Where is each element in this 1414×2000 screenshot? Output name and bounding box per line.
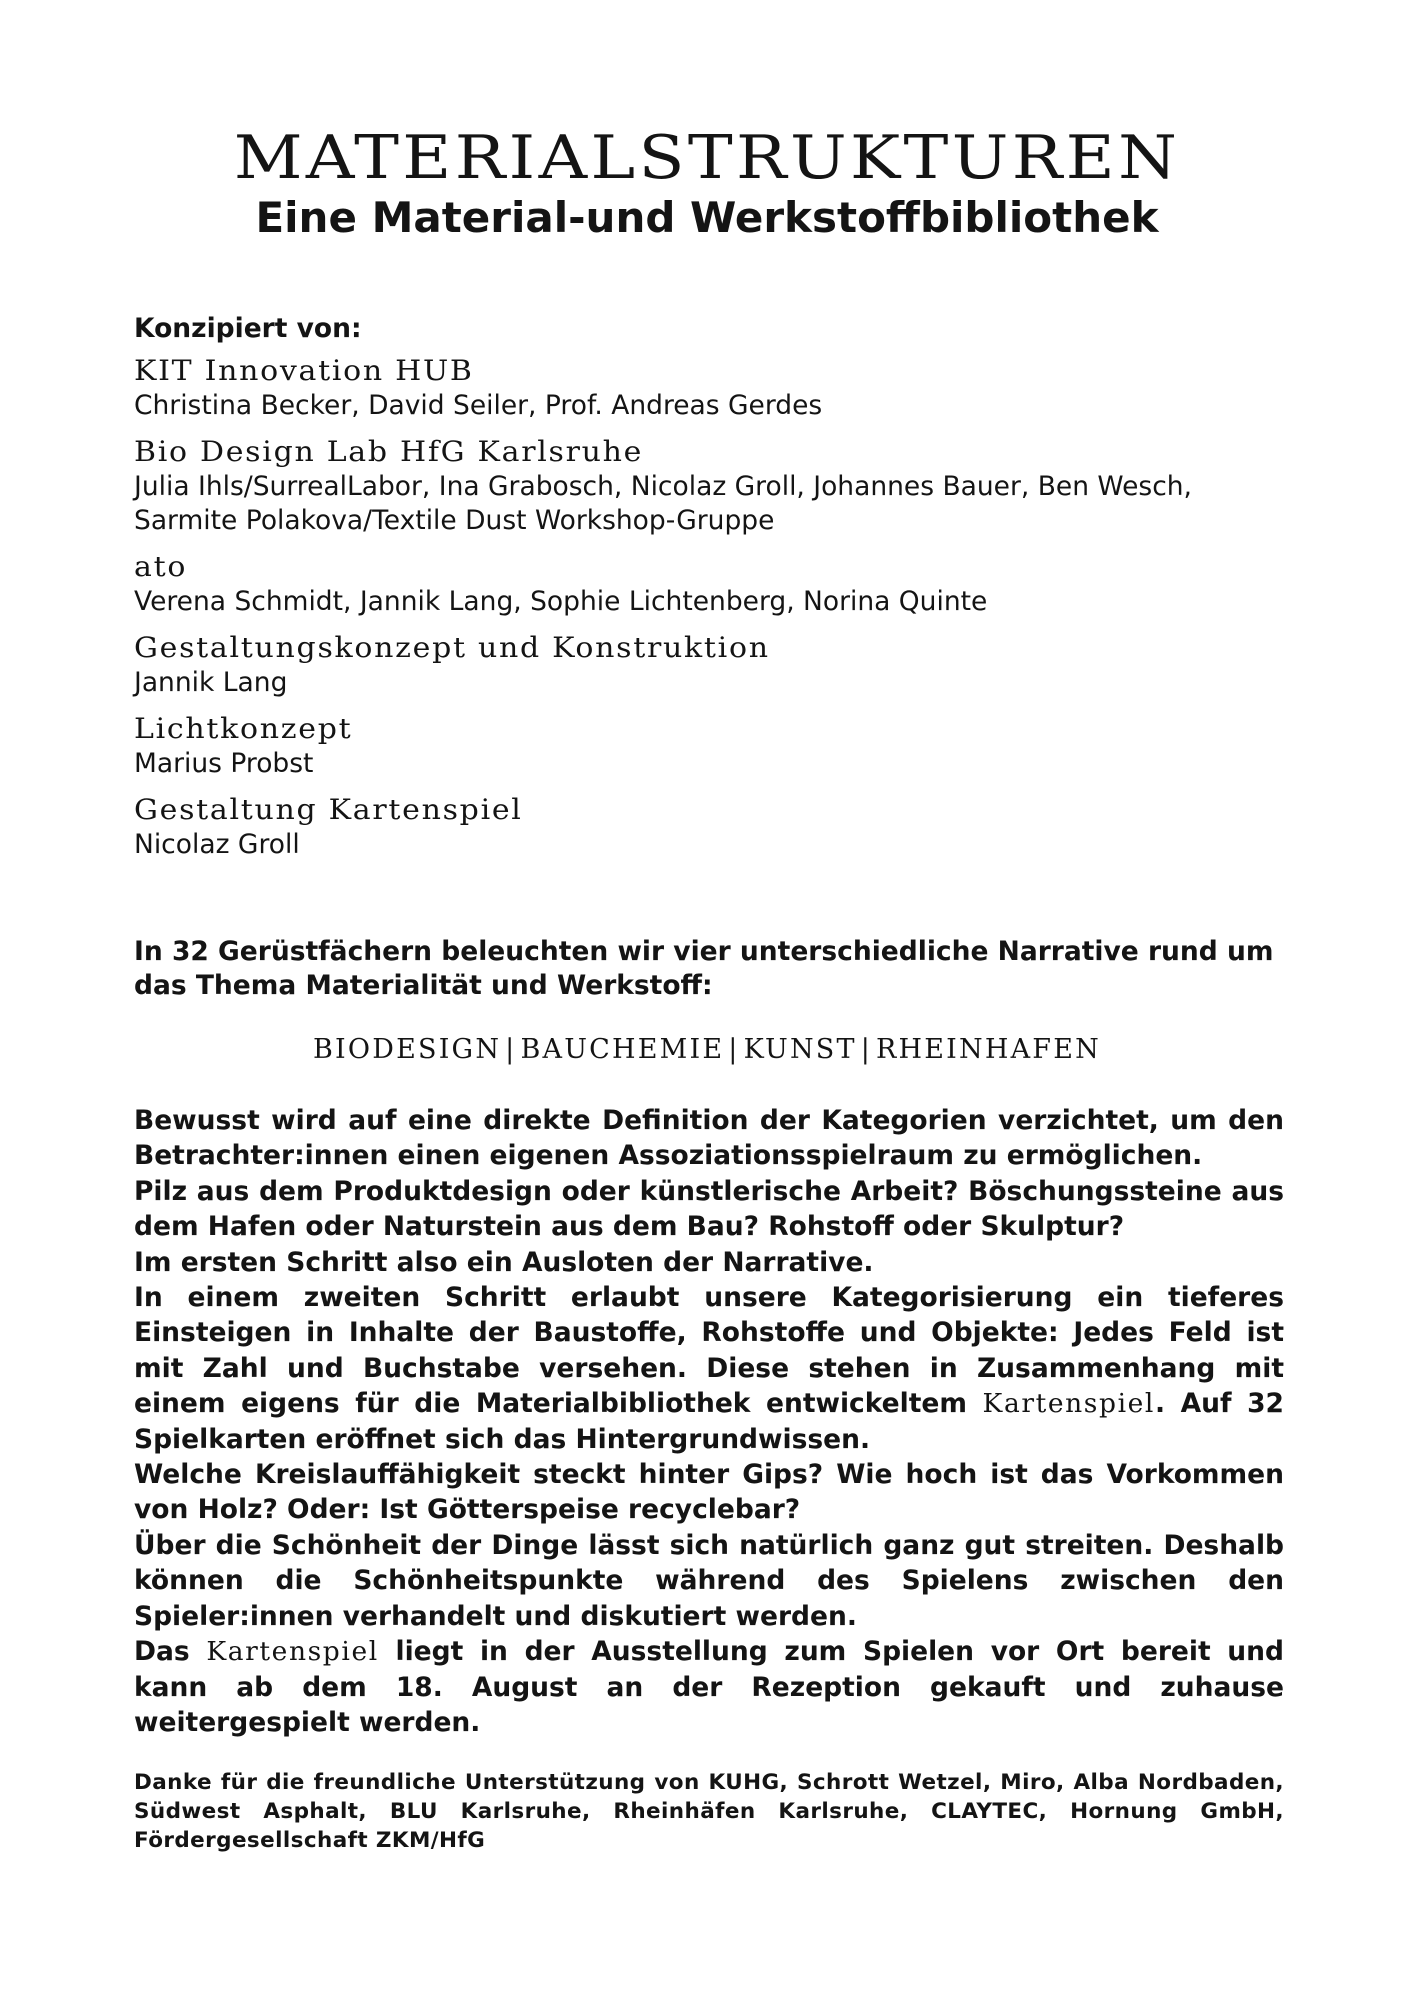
body-paragraph: Im ersten Schritt also ein Ausloten der Narrative. <box>134 1246 874 1278</box>
category-list <box>0 1033 1414 1067</box>
acknowledgements: Danke für die freundliche Unterstützung von KUHG, Schrott Wetzel, Miro, Alba Nordbaden, Südwest Asphalt, BLU Karlsruhe, Rheinhäfen Karlsruhe, CLAYTEC, Hornung GmbH, Fördergesellschaft ZKM/HfG <box>134 1770 1284 1853</box>
body-paragraph <box>134 1634 1284 1740</box>
credit-group-ato <box>134 550 1284 619</box>
body-paragraph: Bewusst wird auf eine direkte Definition der Kategorien verzichtet, um den Betrachter:innen einen eigenen Assoziationsspielraum zu ermöglichen. <box>134 1105 1284 1172</box>
document-subtitle: Eine Material-und Werkstoffbibliothek <box>255 193 1159 242</box>
credit-names: Verena Schmidt, Jannik Lang, Sophie Lichtenberg, Norina Quinte <box>134 586 988 617</box>
body-text-run: Das <box>134 1636 207 1668</box>
credit-heading: Gestaltungskonzept und Konstruktion <box>134 631 770 664</box>
category-separator: | <box>860 1034 872 1065</box>
body-text-run: liegt in der Ausstellung zum Spielen vor Ort bereit und kann ab dem 18. August an der Rezeption gekauft und zuhause weitergespielt werden. <box>134 1636 1284 1738</box>
body-text-run: In einem zweiten Schritt erlaubt unsere Kategorisierung ein tieferes Einsteigen in Inhalte der Baustoffe, Rohstoffe und Objekte: Jedes Feld ist mit Zahl und Buchstabe versehen. Diese stehen in Zusammenhang mit einem eigens für die Materialbibliothek entwickeltem <box>134 1282 1284 1420</box>
credit-heading: Gestaltung Kartenspiel <box>134 793 523 826</box>
category-separator: | <box>728 1034 740 1065</box>
credit-group-kartenspiel <box>134 793 1284 862</box>
category-kunst: KUNST <box>743 1034 857 1065</box>
credit-heading: Bio Design Lab HfG Karlsruhe <box>134 435 644 468</box>
category-bauchemie: BAUCHEMIE <box>520 1034 725 1065</box>
credit-names: Nicolaz Groll <box>134 829 300 860</box>
body-paragraph: Über die Schönheit der Dinge lässt sich natürlich ganz gut streiten. Deshalb können die Schönheitspunkte während des Spielens zwischen den Spieler:innen verhandelt und diskutiert werden. <box>134 1529 1284 1632</box>
card-game-term: Kartenspiel <box>206 1636 379 1668</box>
credit-group-bio-design-lab <box>134 435 1284 538</box>
category-rheinhafen: RHEINHAFEN <box>875 1034 1101 1065</box>
card-game-term: Kartenspiel <box>982 1388 1156 1420</box>
credits-label: Konzipiert von: <box>134 313 362 344</box>
credit-heading: Lichtkonzept <box>134 712 353 745</box>
credit-heading: ato <box>134 550 188 583</box>
credit-group-kit <box>134 354 1284 423</box>
credit-names: Julia Ihls/SurrealLabor, Ina Grabosch, Nicolaz Groll, Johannes Bauer, Ben Wesch, Sarmite Polakova/Textile Dust Workshop-Gruppe <box>134 471 1192 536</box>
credit-heading: KIT Innovation HUB <box>134 354 474 387</box>
credit-names: Christina Becker, David Seiler, Prof. Andreas Gerdes <box>134 390 823 421</box>
body-paragraph: Pilz aus dem Produktdesign oder künstlerische Arbeit? Böschungssteine aus dem Hafen oder Naturstein aus dem Bau? Rohstoff oder Skulptur? <box>134 1175 1284 1243</box>
category-biodesign: BIODESIGN <box>313 1034 502 1065</box>
credit-group-gestaltungskonzept <box>134 631 1284 700</box>
credit-group-lichtkonzept <box>134 712 1284 781</box>
credits-section <box>134 312 1284 874</box>
credit-names: Marius Probst <box>134 748 314 779</box>
document-title: MATERIALSTRUKTUREN <box>233 123 1181 193</box>
intro-paragraph: In 32 Gerüstfächern beleuchten wir vier unterschiedliche Narrative rund um das Thema Materialität und Werkstoff: <box>134 936 1274 1001</box>
body-paragraph <box>134 1280 1284 1457</box>
body-text <box>134 1103 1284 1740</box>
credit-names: Jannik Lang <box>134 667 288 698</box>
category-separator: | <box>505 1034 517 1065</box>
body-text-run: . Auf 32 Spielkarten eröffnet sich das Hintergrundwissen. <box>134 1388 1284 1455</box>
body-paragraph: Welche Kreislauffähigkeit steckt hinter Gips? Wie hoch ist das Vorkommen von Holz? Oder: Ist Götterspeise recyclebar? <box>134 1459 1284 1526</box>
